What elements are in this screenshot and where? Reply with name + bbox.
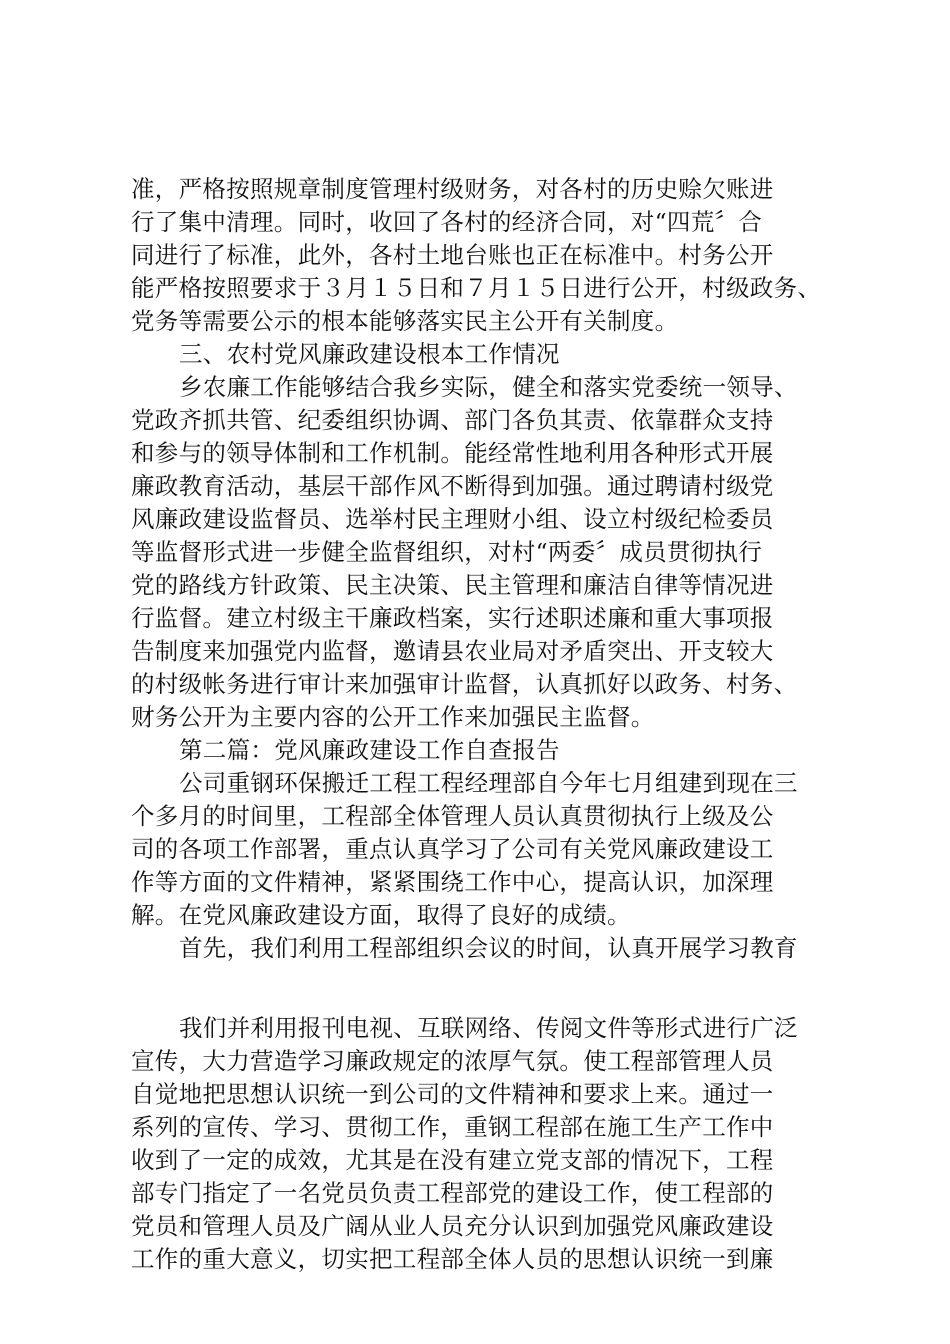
text-line: 个多月的时间里，工程部全体管理人员认真贯彻执行上级及公: [131, 802, 774, 830]
text-line: 我们并利用报刊电视、互联网络、传阅文件等形式进行广泛: [179, 1014, 798, 1042]
text-line: 作等方面的文件精神，紧紧围绕工作中心，提高认识，加深理: [131, 868, 774, 896]
text-line: 廉政教育活动，基层干部作风不断得到加强。通过聘请村级党: [131, 472, 774, 500]
text-line: 司的各项工作部署，重点认真学习了公司有关党风廉政建设工: [131, 835, 774, 863]
section-heading: 三、农村党风廉政建设根本工作情况: [179, 340, 560, 368]
text-line: 能严格按照要求于３月１５日和７月１５日进行公开，村级政务、: [131, 274, 822, 302]
text-line: 党员和管理人员及广阔从业人员充分认识到加强党风廉政建设: [131, 1212, 774, 1240]
text-line: 等监督形式进一步健全监督组织，对村“两委〞成员贯彻执行: [131, 538, 763, 566]
text-line: 工作的重大意义，切实把工程部全体人员的思想认识统一到廉: [131, 1245, 774, 1273]
text-line: 党的路线方针政策、民主决策、民主管理和廉洁自律等情况进: [131, 571, 774, 599]
text-line: 公司重钢环保搬迁工程工程经理部自今年七月组建到现在三: [179, 769, 798, 797]
section-heading: 第二篇：党风廉政建设工作自查报告: [179, 736, 560, 764]
text-line: 同进行了标准，此外，各村土地台账也正在标准中。村务公开: [131, 241, 774, 269]
text-line: 解。在党风廉政建设方面，取得了良好的成绩。: [131, 901, 631, 929]
text-line: 行了集中清理。同时，收回了各村的经济合同，对“四荒〞合: [131, 208, 763, 236]
text-line: 收到了一定的成效，尤其是在没有建立党支部的情况下，工程: [131, 1146, 774, 1174]
text-line: 宣传，大力营造学习廉政规定的浓厚气氛。使工程部管理人员: [131, 1047, 774, 1075]
text-line: 系列的宣传、学习、贯彻工作，重钢工程部在施工生产工作中: [131, 1113, 774, 1141]
text-line: 风廉政建设监督员、选举村民主理财小组、设立村级纪检委员: [131, 505, 774, 533]
text-line: 乡农廉工作能够结合我乡实际，健全和落实党委统一领导、: [179, 373, 798, 401]
text-line: 财务公开为主要内容的公开工作来加强民主监督。: [131, 703, 655, 731]
text-line: 和参与的领导体制和工作机制。能经常性地利用各种形式开展: [131, 439, 774, 467]
text-line: 部专门指定了一名党员负责工程部党的建设工作，使工程部的: [131, 1179, 774, 1207]
text-line: 行监督。建立村级主干廉政档案，实行述职述廉和重大事项报: [131, 604, 774, 632]
text-line: 首先，我们利用工程部组织会议的时间，认真开展学习教育: [179, 934, 798, 962]
text-line: 告制度来加强党内监督，邀请县农业局对矛盾突出、开支较大: [131, 637, 774, 665]
text-line: 准，严格按照规章制度管理村级财务，对各村的历史赊欠账进: [131, 175, 774, 203]
text-line: 党务等需要公示的根本能够落实民主公开有关制度。: [131, 307, 679, 335]
text-line: 党政齐抓共管、纪委组织协调、部门各负其责、依靠群众支持: [131, 406, 774, 434]
text-line: 的村级帐务进行审计来加强审计监督，认真抓好以政务、村务、: [131, 670, 798, 698]
text-line: 自觉地把思想认识统一到公司的文件精神和要求上来。通过一: [131, 1080, 774, 1108]
